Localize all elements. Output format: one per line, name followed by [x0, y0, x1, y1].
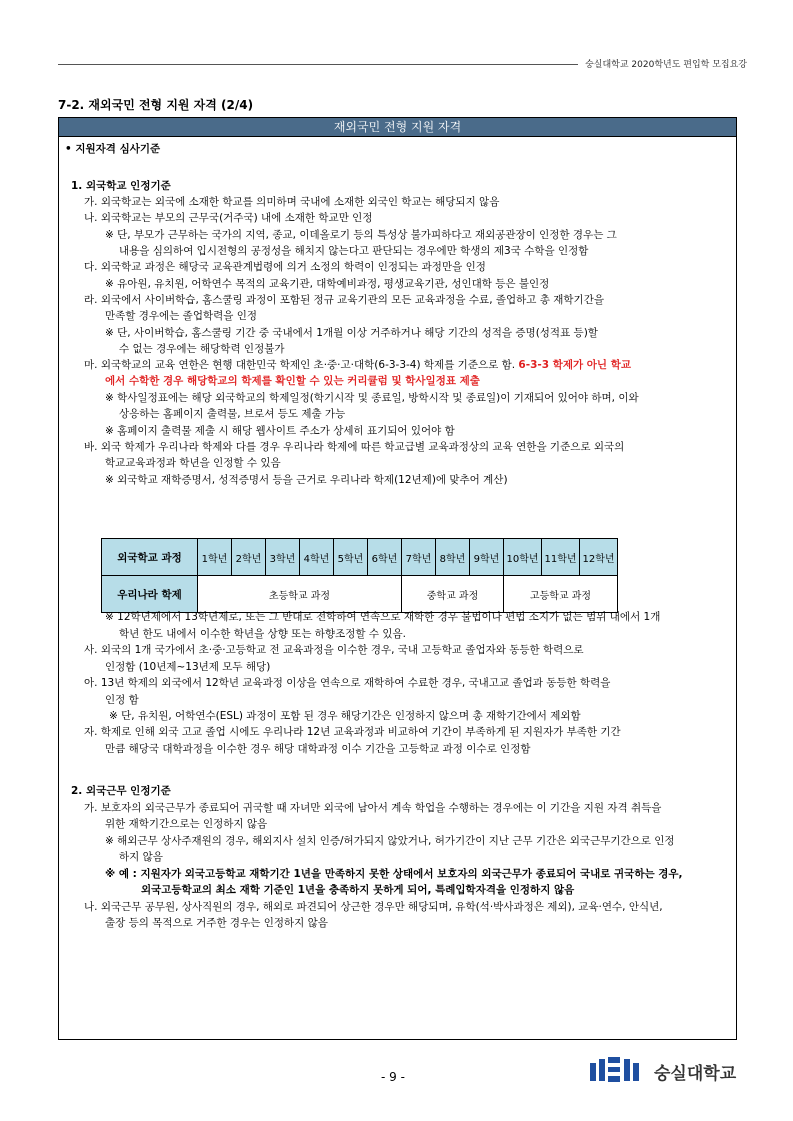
grade-cell: 2학년 [232, 539, 266, 576]
header-title: 숭실대학교 2020학년도 편입학 모집요강 [585, 60, 747, 70]
table-row [102, 576, 618, 613]
example-line: 외국고등학교의 최소 재학 기준인 1년을 충족하지 못하게 되어, 특례입학자격을 인정하지 않음 [141, 884, 575, 896]
section-heading: 7-2. 재외국민 전형 지원 자격 (2/4) [58, 98, 254, 112]
header-rule [58, 64, 578, 65]
table-header-cell: 외국학교 과정 [102, 539, 198, 576]
text-line: 학교교육과정과 학년을 인정할 수 있음 [105, 457, 281, 469]
grade-cell: 7학년 [402, 539, 436, 576]
middle-cell: 중학교 과정 [402, 576, 504, 613]
note-line: 상응하는 홈페이지 출력물, 브로셔 등도 제출 가능 [119, 408, 346, 420]
text-line: 만큼 해당국 대학과정을 이수한 경우 해당 대학과정 이수 기간을 고등학교 과정 이수로 인정함 [105, 743, 531, 755]
grade-cell: 8학년 [436, 539, 470, 576]
subsection-heading-1: 1. 외국학교 인정기준 [71, 180, 171, 192]
grade-cell: 11학년 [542, 539, 580, 576]
text-line: 가. 보호자의 외국근무가 종료되어 귀국할 때 자녀만 외국에 남아서 계속 학업을 수행하는 경우에는 이 기간을 지원 자격 취득을 [84, 802, 662, 814]
text-line: 다. 외국학교 과정은 해당국 교육관계법령에 의거 소정의 학력이 인정되는 과정만을 인정 [84, 261, 486, 273]
criteria-heading: • 지원자격 심사기준 [65, 143, 161, 155]
note-line: 내용을 심의하여 입시전형의 공정성을 해치지 않는다고 판단되는 경우에만 학생의 제3국 수학을 인정함 [119, 245, 589, 257]
text-line [84, 358, 631, 372]
grade-cell: 12학년 [580, 539, 618, 576]
text-line: 바. 외국 학제가 우리나라 학제와 다를 경우 우리나라 학제에 따른 학교급별 교육과정상의 교육 연한을 기준으로 외국의 [84, 441, 625, 453]
subsection-heading-2: 2. 외국근무 인정기준 [71, 785, 171, 797]
note-line: ※ 유아원, 유치원, 어학연수 목적의 교육기관, 대학예비과정, 평생교육기관, 성인대학 등은 불인정 [105, 278, 550, 290]
text-line: 나. 외국근무 공무원, 상사직원의 경우, 해외로 파견되어 상근한 경우만 해당되며, 유학(석·박사과정은 제외), 교육·연수, 안식년, [84, 901, 663, 913]
note-line: 하지 않음 [119, 851, 163, 863]
text-segment: 마. 외국학교의 교육 연한은 현행 대한민국 학제인 초·중·고·대학(6-3-3-4) 학제를 기준으로 함. [84, 359, 519, 371]
text-line: 라. 외국에서 사이버학습, 홈스쿨링 과정이 포함된 정규 교육기관의 모든 교육과정을 수료, 졸업하고 총 재학기간을 [84, 294, 604, 306]
logo-mark-icon [590, 1057, 650, 1085]
grade-cell: 6학년 [368, 539, 402, 576]
elementary-cell: 초등학교 과정 [198, 576, 402, 613]
note-line: ※ 단, 사이버학습, 홈스쿨링 기간 중 국내에서 1개월 이상 거주하거나 해당 기간의 성적을 증명(성적표 등)할 [105, 327, 598, 339]
high-cell: 고등학교 과정 [504, 576, 618, 613]
note-line: ※ 홈페이지 출력물 제출 시 해당 웹사이트 주소가 상세히 표기되어 있어야 함 [105, 425, 455, 437]
text-line: 출장 등의 목적으로 거주한 경우는 인정하지 않음 [105, 917, 328, 929]
banner-title: 재외국민 전형 지원 자격 [59, 118, 736, 137]
note-line: ※ 학사일정표에는 해당 외국학교의 학제일정(학기시작 및 종료일, 방학시작 및 종료일)이 기재되어 있어야 하며, 이와 [105, 392, 639, 404]
grade-cell: 4학년 [300, 539, 334, 576]
text-line: 인정 함 [105, 694, 139, 706]
grade-cell: 9학년 [470, 539, 504, 576]
example-line: ※ 예 : 지원자가 외국고등학교 재학기간 1년을 만족하지 못한 상태에서 보호자의 외국근무가 종료되어 국내로 귀국하는 경우, [105, 868, 683, 880]
table-header-cell: 우리나라 학제 [102, 576, 198, 613]
text-line: 아. 13년 학제의 외국에서 12학년 교육과정 이상을 연속으로 재학하여 수료한 경우, 국내고교 졸업과 동등한 학력을 [84, 677, 611, 689]
text-line: 인정함 (10년제~13년제 모두 해당) [105, 661, 271, 673]
note-line: ※ 단, 유치원, 어학연수(ESL) 과정이 포함 된 경우 해당기간은 인정하지 않으며 총 재학기간에서 제외함 [109, 710, 581, 722]
grade-table [101, 538, 618, 613]
logo-text: 숭실대학교 [654, 1063, 737, 1084]
highlight-text: 에서 수학한 경우 해당학교의 학제를 확인할 수 있는 커리큘럼 및 학사일정표 제출 [105, 375, 480, 387]
university-logo [590, 1057, 736, 1085]
note-line: ※ 외국학교 재학증명서, 성적증명서 등을 근거로 우리나라 학제(12년제)에 맞추어 계산) [105, 474, 508, 486]
page-number: - 9 - [381, 1070, 405, 1084]
content-frame [58, 117, 737, 1040]
text-line: 나. 외국학교는 부모의 근무국(거주국) 내에 소재한 학교만 인정 [84, 212, 373, 224]
grade-cell: 5학년 [334, 539, 368, 576]
text-line: 위한 재학기간으로는 인정하지 않음 [105, 818, 268, 830]
note-line: ※ 12학년제에서 13학년제로, 또는 그 반대로 전학하여 연속으로 재학한 경우 불법이나 편법 소지가 없는 범위 내에서 1개 [105, 611, 661, 623]
text-line: 자. 학제로 인해 외국 고교 졸업 시에도 우리나라 12년 교육과정과 비교하여 기간이 부족하게 된 지원자가 부족한 기간 [84, 726, 621, 738]
grade-cell: 3학년 [266, 539, 300, 576]
note-line: 학년 한도 내에서 이수한 학년을 상향 또는 하향조정할 수 있음. [119, 628, 406, 640]
grade-cell: 1학년 [198, 539, 232, 576]
text-line: 사. 외국의 1개 국가에서 초·중·고등학교 전 교육과정을 이수한 경우, 국내 고등학교 졸업자와 동등한 학력으로 [84, 644, 584, 656]
grade-cell: 10학년 [504, 539, 542, 576]
note-line: 수 없는 경우에는 해당학력 인정불가 [119, 343, 285, 355]
table-row [102, 539, 618, 576]
note-line: ※ 단, 부모가 근무하는 국가의 지역, 종교, 이데올로기 등의 특성상 불가피하다고 재외공관장이 인정한 경우는 그 [105, 229, 617, 241]
text-line: 만족할 경우에는 졸업학력을 인정 [105, 310, 258, 322]
note-line: ※ 해외근무 상사주재원의 경우, 해외지사 설치 인증/허가되지 않았거나, 허가기간이 지난 근무 기간은 외국근무기간으로 인정 [105, 835, 675, 847]
text-line: 가. 외국학교는 외국에 소재한 학교를 의미하며 국내에 소재한 외국인 학교는 해당되지 않음 [84, 196, 500, 208]
highlight-text: 6-3-3 학제가 아닌 학교 [518, 359, 632, 371]
